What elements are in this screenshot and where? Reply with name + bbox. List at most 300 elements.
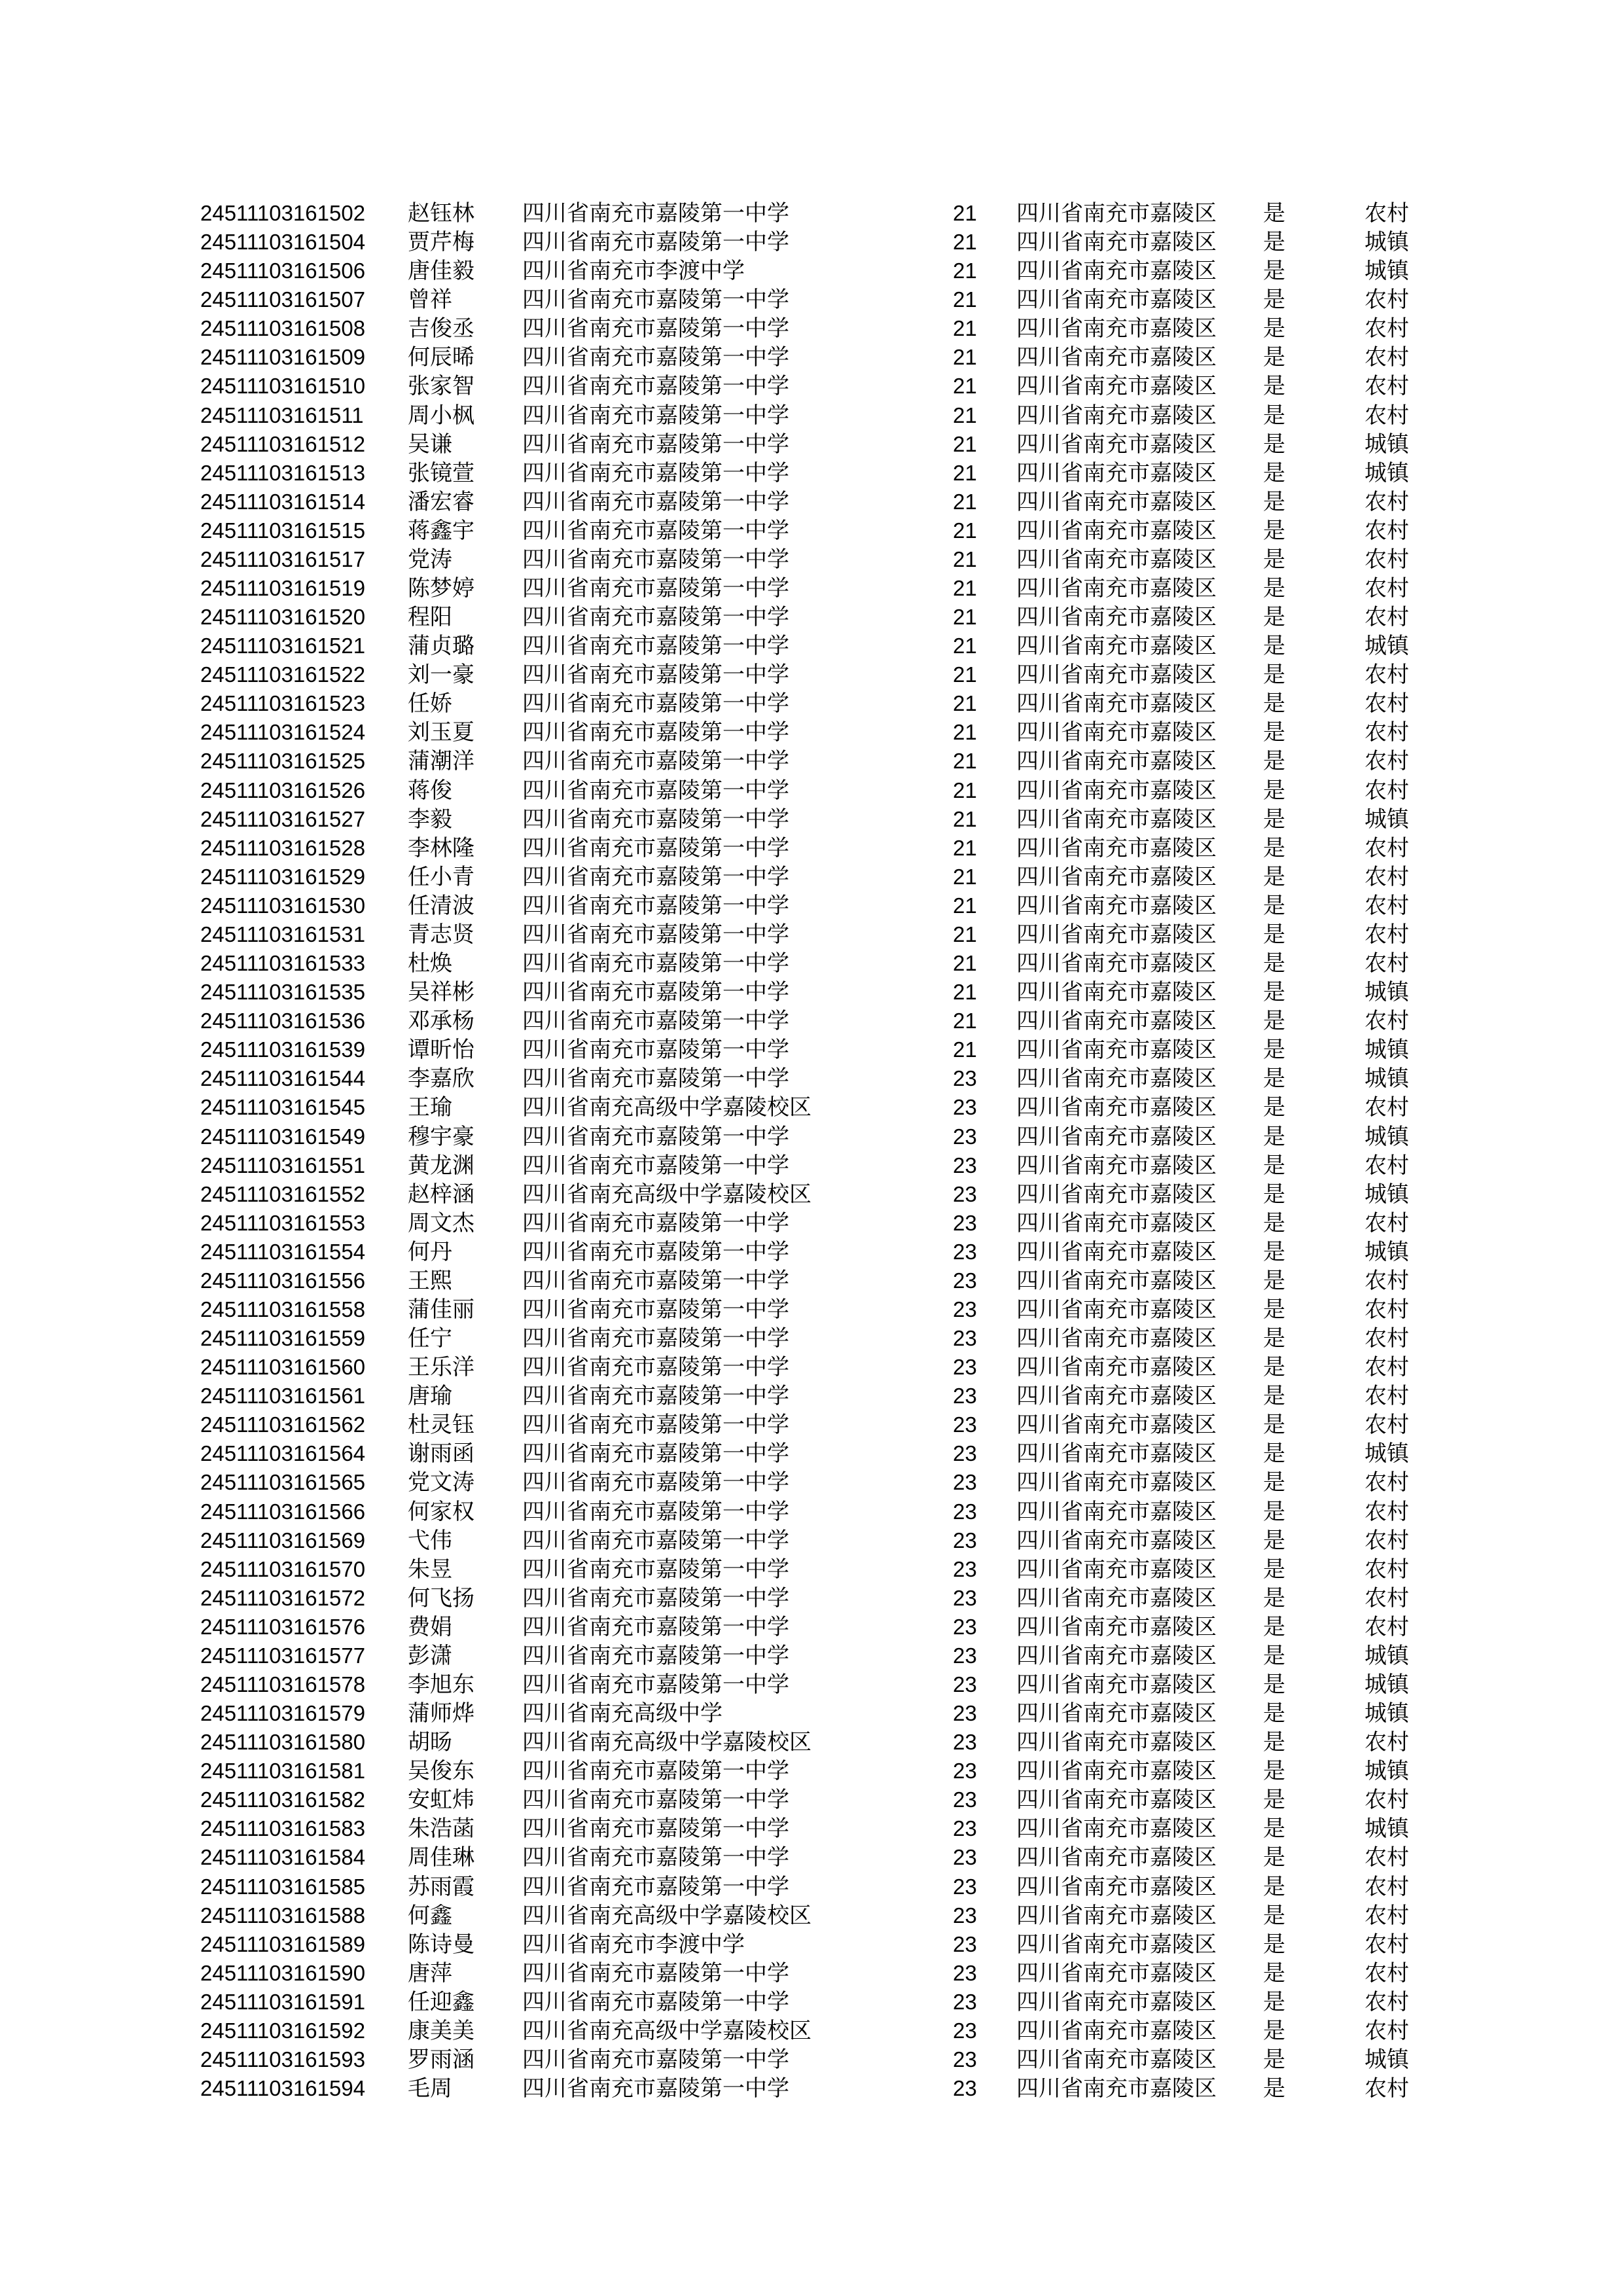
score-cell: 21 — [953, 1009, 977, 1033]
residence-type-cell: 农村 — [1364, 287, 1409, 314]
school-name-cell: 四川省南充市嘉陵第一中学 — [522, 1037, 789, 1064]
eligible-flag-cell: 是 — [1263, 691, 1285, 717]
student-name-cell: 曾祥 — [408, 287, 452, 314]
student-id-cell: 24511103161554 — [200, 1239, 366, 1264]
school-name-cell: 四川省南充市嘉陵第一中学 — [522, 1441, 789, 1467]
residence-type-cell: 城镇 — [1364, 1238, 1409, 1265]
score-cell: 23 — [953, 1845, 977, 1870]
table-row — [0, 574, 1623, 603]
student-id-cell: 24511103161582 — [200, 1787, 366, 1812]
region-cell: 四川省南充市嘉陵区 — [1016, 1238, 1217, 1265]
residence-type-cell: 农村 — [1364, 892, 1409, 919]
table-row — [0, 1670, 1623, 1699]
table-row — [0, 1209, 1623, 1238]
residence-type-cell: 农村 — [1364, 1498, 1409, 1525]
student-id-cell: 24511103161559 — [200, 1326, 366, 1351]
region-cell: 四川省南充市嘉陵区 — [1016, 1585, 1217, 1611]
residence-type-cell: 城镇 — [1364, 979, 1409, 1006]
table-row — [0, 1873, 1623, 1901]
eligible-flag-cell: 是 — [1263, 402, 1285, 429]
score-cell: 23 — [953, 1643, 977, 1668]
residence-type-cell: 农村 — [1364, 1527, 1409, 1554]
region-cell: 四川省南充市嘉陵区 — [1016, 1008, 1217, 1035]
school-name-cell: 四川省南充市嘉陵第一中学 — [522, 662, 789, 689]
eligible-flag-cell: 是 — [1263, 431, 1285, 457]
region-cell: 四川省南充市嘉陵区 — [1016, 344, 1217, 371]
school-name-cell: 四川省南充市李渡中学 — [522, 258, 745, 285]
table-row — [0, 863, 1623, 891]
residence-type-cell: 城镇 — [1364, 1441, 1409, 1467]
eligible-flag-cell: 是 — [1263, 1700, 1285, 1727]
school-name-cell: 四川省南充市嘉陵第一中学 — [522, 1152, 789, 1179]
table-row — [0, 1238, 1623, 1266]
residence-type-cell: 农村 — [1364, 1729, 1409, 1756]
student-id-cell: 24511103161528 — [200, 835, 366, 860]
student-name-cell: 陈诗曼 — [408, 1931, 474, 1958]
eligible-flag-cell: 是 — [1263, 1816, 1285, 1842]
table-row — [0, 1757, 1623, 1785]
student-id-cell: 24511103161535 — [200, 980, 366, 1005]
student-id-cell: 24511103161514 — [200, 489, 366, 514]
region-cell: 四川省南充市嘉陵区 — [1016, 1729, 1217, 1756]
student-name-cell: 李旭东 — [408, 1671, 474, 1698]
eligible-flag-cell: 是 — [1263, 1238, 1285, 1265]
student-id-cell: 24511103161504 — [200, 230, 366, 255]
student-name-cell: 党文涛 — [408, 1469, 474, 1496]
eligible-flag-cell: 是 — [1263, 1210, 1285, 1236]
student-name-cell: 黄龙渊 — [408, 1152, 474, 1179]
student-name-cell: 王瑜 — [408, 1094, 452, 1121]
table-row — [0, 660, 1623, 689]
student-name-cell: 潘宏睿 — [408, 488, 474, 515]
eligible-flag-cell: 是 — [1263, 1412, 1285, 1439]
student-id-cell: 24511103161569 — [200, 1528, 366, 1552]
student-name-cell: 李林隆 — [408, 834, 474, 861]
region-cell: 四川省南充市嘉陵区 — [1016, 719, 1217, 746]
region-cell: 四川省南充市嘉陵区 — [1016, 459, 1217, 486]
eligible-flag-cell: 是 — [1263, 2047, 1285, 2073]
student-name-cell: 李毅 — [408, 806, 452, 833]
student-name-cell: 谭昕怡 — [408, 1037, 474, 1064]
score-cell: 21 — [953, 431, 977, 456]
residence-type-cell: 农村 — [1364, 1469, 1409, 1496]
school-name-cell: 四川省南充市嘉陵第一中学 — [522, 748, 789, 775]
region-cell: 四川省南充市嘉陵区 — [1016, 1181, 1217, 1208]
student-name-cell: 任娇 — [408, 691, 452, 717]
student-id-cell: 24511103161565 — [200, 1470, 366, 1495]
score-cell: 21 — [953, 489, 977, 514]
student-id-cell: 24511103161593 — [200, 2047, 366, 2072]
school-name-cell: 四川省南充市嘉陵第一中学 — [522, 1988, 789, 2015]
score-cell: 21 — [953, 576, 977, 601]
eligible-flag-cell: 是 — [1263, 1152, 1285, 1179]
eligible-flag-cell: 是 — [1263, 1902, 1285, 1929]
score-cell: 21 — [953, 1037, 977, 1062]
residence-type-cell: 城镇 — [1364, 633, 1409, 660]
region-cell: 四川省南充市嘉陵区 — [1016, 1613, 1217, 1640]
student-name-cell: 周小枫 — [408, 402, 474, 429]
school-name-cell: 四川省南充市嘉陵第一中学 — [522, 1873, 789, 1900]
school-name-cell: 四川省南充市嘉陵第一中学 — [522, 950, 789, 977]
student-name-cell: 谢雨函 — [408, 1441, 474, 1467]
residence-type-cell: 城镇 — [1364, 1758, 1409, 1785]
table-row — [0, 1468, 1623, 1497]
school-name-cell: 四川省南充市嘉陵第一中学 — [522, 1498, 789, 1525]
region-cell: 四川省南充市嘉陵区 — [1016, 1094, 1217, 1121]
student-id-cell: 24511103161511 — [200, 403, 364, 427]
score-cell: 21 — [953, 720, 977, 745]
residence-type-cell: 城镇 — [1364, 258, 1409, 285]
student-name-cell: 青志贤 — [408, 921, 474, 948]
region-cell: 四川省南充市嘉陵区 — [1016, 1988, 1217, 2015]
student-name-cell: 唐佳毅 — [408, 258, 474, 285]
school-name-cell: 四川省南充市嘉陵第一中学 — [522, 229, 789, 256]
region-cell: 四川省南充市嘉陵区 — [1016, 863, 1217, 890]
school-name-cell: 四川省南充市嘉陵第一中学 — [522, 921, 789, 948]
score-cell: 23 — [953, 1874, 977, 1899]
score-cell: 23 — [953, 1816, 977, 1841]
school-name-cell: 四川省南充市嘉陵第一中学 — [522, 777, 789, 804]
student-name-cell: 苏雨霞 — [408, 1873, 474, 1900]
region-cell: 四川省南充市嘉陵区 — [1016, 1498, 1217, 1525]
table-row — [0, 314, 1623, 343]
eligible-flag-cell: 是 — [1263, 1267, 1285, 1294]
region-cell: 四川省南充市嘉陵区 — [1016, 1527, 1217, 1554]
student-id-cell: 24511103161544 — [200, 1066, 366, 1091]
region-cell: 四川省南充市嘉陵区 — [1016, 1700, 1217, 1727]
student-name-cell: 毛周 — [408, 2075, 452, 2102]
residence-type-cell: 城镇 — [1364, 1642, 1409, 1669]
student-id-cell: 24511103161590 — [200, 1960, 366, 1985]
score-cell: 23 — [953, 1326, 977, 1351]
table-row — [0, 2045, 1623, 2074]
table-row — [0, 1699, 1623, 1728]
student-name-cell: 赵钰林 — [408, 200, 474, 226]
school-name-cell: 四川省南充市嘉陵第一中学 — [522, 315, 789, 342]
table-row — [0, 488, 1623, 516]
score-cell: 21 — [953, 403, 977, 427]
table-row — [0, 1526, 1623, 1555]
student-id-cell: 24511103161566 — [200, 1499, 366, 1524]
student-id-cell: 24511103161556 — [200, 1268, 366, 1293]
eligible-flag-cell: 是 — [1263, 1181, 1285, 1208]
student-name-cell: 胡旸 — [408, 1729, 452, 1756]
residence-type-cell: 农村 — [1364, 1787, 1409, 1814]
eligible-flag-cell: 是 — [1263, 1498, 1285, 1525]
score-cell: 21 — [953, 662, 977, 687]
residence-type-cell: 城镇 — [1364, 1123, 1409, 1150]
table-row — [0, 805, 1623, 834]
eligible-flag-cell: 是 — [1263, 1469, 1285, 1496]
score-cell: 23 — [953, 1412, 977, 1437]
table-row — [0, 1324, 1623, 1353]
score-cell: 21 — [953, 345, 977, 370]
eligible-flag-cell: 是 — [1263, 287, 1285, 314]
table-row — [0, 1007, 1623, 1035]
student-id-cell: 24511103161551 — [200, 1153, 366, 1177]
school-name-cell: 四川省南充市嘉陵第一中学 — [522, 1354, 789, 1381]
residence-type-cell: 农村 — [1364, 1613, 1409, 1640]
eligible-flag-cell: 是 — [1263, 517, 1285, 544]
residence-type-cell: 农村 — [1364, 1902, 1409, 1929]
school-name-cell: 四川省南充市嘉陵第一中学 — [522, 1642, 789, 1669]
region-cell: 四川省南充市嘉陵区 — [1016, 950, 1217, 977]
student-name-cell: 任迎鑫 — [408, 1988, 474, 2015]
residence-type-cell: 农村 — [1364, 315, 1409, 342]
student-id-cell: 24511103161507 — [200, 287, 366, 312]
score-cell: 23 — [953, 1441, 977, 1466]
table-row — [0, 1814, 1623, 1843]
school-name-cell: 四川省南充市嘉陵第一中学 — [522, 1787, 789, 1814]
score-cell: 23 — [953, 1095, 977, 1120]
residence-type-cell: 城镇 — [1364, 229, 1409, 256]
residence-type-cell: 农村 — [1364, 1931, 1409, 1958]
eligible-flag-cell: 是 — [1263, 1585, 1285, 1611]
table-row — [0, 920, 1623, 949]
student-name-cell: 蒋鑫宇 — [408, 517, 474, 544]
eligible-flag-cell: 是 — [1263, 1325, 1285, 1352]
residence-type-cell: 农村 — [1364, 1267, 1409, 1294]
table-row — [0, 1151, 1623, 1180]
student-id-cell: 24511103161509 — [200, 345, 366, 370]
student-name-cell: 朱昱 — [408, 1556, 452, 1583]
score-cell: 23 — [953, 1759, 977, 1784]
score-cell: 23 — [953, 1989, 977, 2014]
score-cell: 21 — [953, 691, 977, 716]
residence-type-cell: 农村 — [1364, 921, 1409, 948]
score-cell: 23 — [953, 1701, 977, 1726]
school-name-cell: 四川省南充市嘉陵第一中学 — [522, 1210, 789, 1236]
score-cell: 21 — [953, 951, 977, 976]
eligible-flag-cell: 是 — [1263, 1527, 1285, 1554]
eligible-flag-cell: 是 — [1263, 1931, 1285, 1958]
table-row — [0, 949, 1623, 978]
score-cell: 21 — [953, 287, 977, 312]
student-id-cell: 24511103161510 — [200, 374, 366, 399]
score-cell: 23 — [953, 1153, 977, 1177]
table-row — [0, 1498, 1623, 1526]
student-name-cell: 贾芹梅 — [408, 229, 474, 256]
residence-type-cell: 城镇 — [1364, 1181, 1409, 1208]
residence-type-cell: 农村 — [1364, 2017, 1409, 2044]
score-cell: 23 — [953, 1124, 977, 1149]
table-row — [0, 199, 1623, 228]
student-id-cell: 24511103161577 — [200, 1643, 366, 1668]
student-id-cell: 24511103161553 — [200, 1210, 366, 1235]
score-cell: 21 — [953, 518, 977, 543]
student-id-cell: 24511103161515 — [200, 518, 366, 543]
table-row — [0, 978, 1623, 1007]
residence-type-cell: 农村 — [1364, 575, 1409, 602]
score-cell: 23 — [953, 1268, 977, 1293]
region-cell: 四川省南充市嘉陵区 — [1016, 373, 1217, 400]
student-id-cell: 24511103161562 — [200, 1412, 366, 1437]
student-id-cell: 24511103161558 — [200, 1297, 366, 1321]
table-row — [0, 776, 1623, 805]
student-name-cell: 彭潇 — [408, 1642, 452, 1669]
student-name-cell: 邓承杨 — [408, 1008, 474, 1035]
eligible-flag-cell: 是 — [1263, 1441, 1285, 1467]
eligible-flag-cell: 是 — [1263, 1787, 1285, 1814]
residence-type-cell: 农村 — [1364, 373, 1409, 400]
table-row — [0, 1266, 1623, 1295]
region-cell: 四川省南充市嘉陵区 — [1016, 488, 1217, 515]
table-row — [0, 545, 1623, 574]
score-cell: 23 — [953, 1181, 977, 1206]
region-cell: 四川省南充市嘉陵区 — [1016, 517, 1217, 544]
school-name-cell: 四川省南充市嘉陵第一中学 — [522, 834, 789, 861]
table-row — [0, 372, 1623, 401]
table-row — [0, 834, 1623, 863]
region-cell: 四川省南充市嘉陵区 — [1016, 892, 1217, 919]
region-cell: 四川省南充市嘉陵区 — [1016, 1902, 1217, 1929]
region-cell: 四川省南充市嘉陵区 — [1016, 1354, 1217, 1381]
score-cell: 21 — [953, 980, 977, 1005]
school-name-cell: 四川省南充市嘉陵第一中学 — [522, 287, 789, 314]
student-name-cell: 周文杰 — [408, 1210, 474, 1236]
student-name-cell: 唐萍 — [408, 1960, 452, 1986]
eligible-flag-cell: 是 — [1263, 892, 1285, 919]
residence-type-cell: 农村 — [1364, 604, 1409, 631]
school-name-cell: 四川省南充市嘉陵第一中学 — [522, 979, 789, 1006]
score-cell: 21 — [953, 806, 977, 831]
eligible-flag-cell: 是 — [1263, 604, 1285, 631]
table-row — [0, 516, 1623, 545]
table-row — [0, 1959, 1623, 1988]
school-name-cell: 四川省南充市嘉陵第一中学 — [522, 1412, 789, 1439]
school-name-cell: 四川省南充高级中学嘉陵校区 — [522, 1729, 812, 1756]
school-name-cell: 四川省南充市嘉陵第一中学 — [522, 575, 789, 602]
score-cell: 23 — [953, 1239, 977, 1264]
student-name-cell: 何飞扬 — [408, 1585, 474, 1611]
student-id-cell: 24511103161533 — [200, 951, 366, 976]
school-name-cell: 四川省南充市嘉陵第一中学 — [522, 1671, 789, 1698]
table-row — [0, 1180, 1623, 1209]
student-id-cell: 24511103161580 — [200, 1730, 366, 1755]
score-cell: 23 — [953, 1614, 977, 1639]
region-cell: 四川省南充市嘉陵区 — [1016, 2075, 1217, 2102]
table-row — [0, 1382, 1623, 1410]
eligible-flag-cell: 是 — [1263, 1729, 1285, 1756]
score-cell: 23 — [953, 1297, 977, 1321]
student-id-cell: 24511103161529 — [200, 864, 366, 889]
student-id-cell: 24511103161545 — [200, 1095, 366, 1120]
table-row — [0, 2074, 1623, 2103]
residence-type-cell: 农村 — [1364, 1325, 1409, 1352]
score-cell: 21 — [953, 893, 977, 918]
table-row — [0, 1410, 1623, 1439]
student-id-cell: 24511103161523 — [200, 691, 366, 716]
student-name-cell: 弋伟 — [408, 1527, 452, 1554]
school-name-cell: 四川省南充市嘉陵第一中学 — [522, 1469, 789, 1496]
student-name-cell: 党涛 — [408, 546, 452, 573]
residence-type-cell: 农村 — [1364, 950, 1409, 977]
student-id-cell: 24511103161585 — [200, 1874, 366, 1899]
student-name-cell: 任小青 — [408, 863, 474, 890]
eligible-flag-cell: 是 — [1263, 315, 1285, 342]
student-name-cell: 蒲贞璐 — [408, 633, 474, 660]
school-name-cell: 四川省南充市嘉陵第一中学 — [522, 488, 789, 515]
region-cell: 四川省南充市嘉陵区 — [1016, 200, 1217, 226]
school-name-cell: 四川省南充市嘉陵第一中学 — [522, 1844, 789, 1871]
student-id-cell: 24511103161591 — [200, 1989, 366, 2014]
eligible-flag-cell: 是 — [1263, 1354, 1285, 1381]
student-name-cell: 吴俊东 — [408, 1758, 474, 1785]
table-row — [0, 1728, 1623, 1757]
school-name-cell: 四川省南充市嘉陵第一中学 — [522, 1816, 789, 1842]
residence-type-cell: 农村 — [1364, 1873, 1409, 1900]
school-name-cell: 四川省南充市嘉陵第一中学 — [522, 546, 789, 573]
student-id-cell: 24511103161526 — [200, 778, 366, 802]
student-id-cell: 24511103161592 — [200, 2018, 366, 2043]
residence-type-cell: 农村 — [1364, 1988, 1409, 2015]
student-id-cell: 24511103161527 — [200, 806, 366, 831]
region-cell: 四川省南充市嘉陵区 — [1016, 1642, 1217, 1669]
eligible-flag-cell: 是 — [1263, 546, 1285, 573]
student-id-cell: 24511103161517 — [200, 547, 366, 571]
student-id-cell: 24511103161589 — [200, 1931, 366, 1956]
eligible-flag-cell: 是 — [1263, 1960, 1285, 1986]
residence-type-cell: 城镇 — [1364, 1700, 1409, 1727]
residence-type-cell: 城镇 — [1364, 1816, 1409, 1842]
table-row — [0, 1064, 1623, 1093]
region-cell: 四川省南充市嘉陵区 — [1016, 2017, 1217, 2044]
score-cell: 21 — [953, 778, 977, 802]
score-cell: 23 — [953, 2018, 977, 2043]
region-cell: 四川省南充市嘉陵区 — [1016, 315, 1217, 342]
residence-type-cell: 农村 — [1364, 777, 1409, 804]
region-cell: 四川省南充市嘉陵区 — [1016, 2047, 1217, 2073]
region-cell: 四川省南充市嘉陵区 — [1016, 258, 1217, 285]
eligible-flag-cell: 是 — [1263, 1844, 1285, 1871]
residence-type-cell: 农村 — [1364, 834, 1409, 861]
score-cell: 21 — [953, 634, 977, 658]
student-id-cell: 24511103161502 — [200, 201, 366, 225]
student-name-cell: 陈梦婷 — [408, 575, 474, 602]
residence-type-cell: 城镇 — [1364, 1671, 1409, 1698]
region-cell: 四川省南充市嘉陵区 — [1016, 662, 1217, 689]
region-cell: 四川省南充市嘉陵区 — [1016, 546, 1217, 573]
school-name-cell: 四川省南充市李渡中学 — [522, 1931, 745, 1958]
table-row — [0, 718, 1623, 747]
eligible-flag-cell: 是 — [1263, 459, 1285, 486]
student-name-cell: 王乐洋 — [408, 1354, 474, 1381]
eligible-flag-cell: 是 — [1263, 1094, 1285, 1121]
school-name-cell: 四川省南充市嘉陵第一中学 — [522, 1613, 789, 1640]
table-row — [0, 2017, 1623, 2045]
region-cell: 四川省南充市嘉陵区 — [1016, 1844, 1217, 1871]
student-id-cell: 24511103161578 — [200, 1672, 366, 1696]
residence-type-cell: 城镇 — [1364, 459, 1409, 486]
student-id-cell: 24511103161584 — [200, 1845, 366, 1870]
score-cell: 23 — [953, 1499, 977, 1524]
school-name-cell: 四川省南充市嘉陵第一中学 — [522, 1066, 789, 1092]
region-cell: 四川省南充市嘉陵区 — [1016, 287, 1217, 314]
table-row — [0, 1122, 1623, 1151]
table-row — [0, 1439, 1623, 1468]
region-cell: 四川省南充市嘉陵区 — [1016, 402, 1217, 429]
eligible-flag-cell: 是 — [1263, 1642, 1285, 1669]
eligible-flag-cell: 是 — [1263, 979, 1285, 1006]
region-cell: 四川省南充市嘉陵区 — [1016, 1325, 1217, 1352]
school-name-cell: 四川省南充市嘉陵第一中学 — [522, 1527, 789, 1554]
student-name-cell: 何家权 — [408, 1498, 474, 1525]
student-id-cell: 24511103161572 — [200, 1585, 366, 1610]
score-cell: 23 — [953, 2076, 977, 2101]
school-name-cell: 四川省南充市嘉陵第一中学 — [522, 1123, 789, 1150]
score-cell: 21 — [953, 201, 977, 225]
table-row — [0, 430, 1623, 459]
